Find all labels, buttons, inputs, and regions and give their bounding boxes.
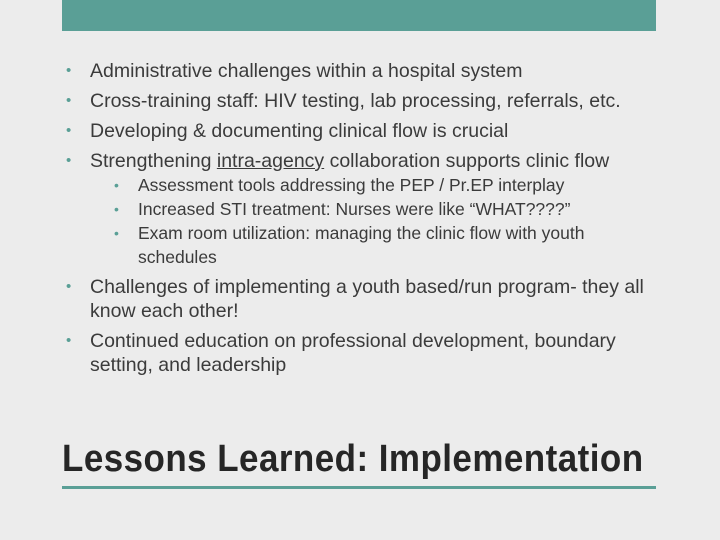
bullet-item: • Administrative challenges within a hospital system xyxy=(66,59,666,83)
sub-bullet-item: • Assessment tools addressing the PEP / Pr.EP interplay xyxy=(114,173,666,197)
bullet-text: Strengthening xyxy=(90,150,217,172)
bullet-item: • Continued education on professional development, boundary setting, and leadership xyxy=(66,329,666,377)
bullet-item: • Cross-training staff: HIV testing, lab processing, referrals, etc. xyxy=(66,89,666,113)
bullet-item xyxy=(66,149,666,269)
slide-body xyxy=(66,59,666,383)
header-accent-bar xyxy=(62,0,656,31)
underlined-term: intra-agency xyxy=(216,150,325,172)
title-underline-rule xyxy=(62,486,656,489)
slide-title: Lessons Learned: Implementation xyxy=(62,438,644,480)
bullet-list xyxy=(66,59,666,377)
sub-bullet-item: • Exam room utilization: managing the clinic flow with youth schedules xyxy=(114,221,666,269)
sub-bullet-item: • Increased STI treatment: Nurses were like “WHAT????” xyxy=(114,197,666,221)
sub-bullet-list xyxy=(90,173,666,269)
bullet-item: • Challenges of implementing a youth based/run program- they all know each other! xyxy=(66,275,666,323)
bullet-item: • Developing & documenting clinical flow is crucial xyxy=(66,119,666,143)
bullet-text: collaboration supports clinic flow xyxy=(324,150,610,172)
